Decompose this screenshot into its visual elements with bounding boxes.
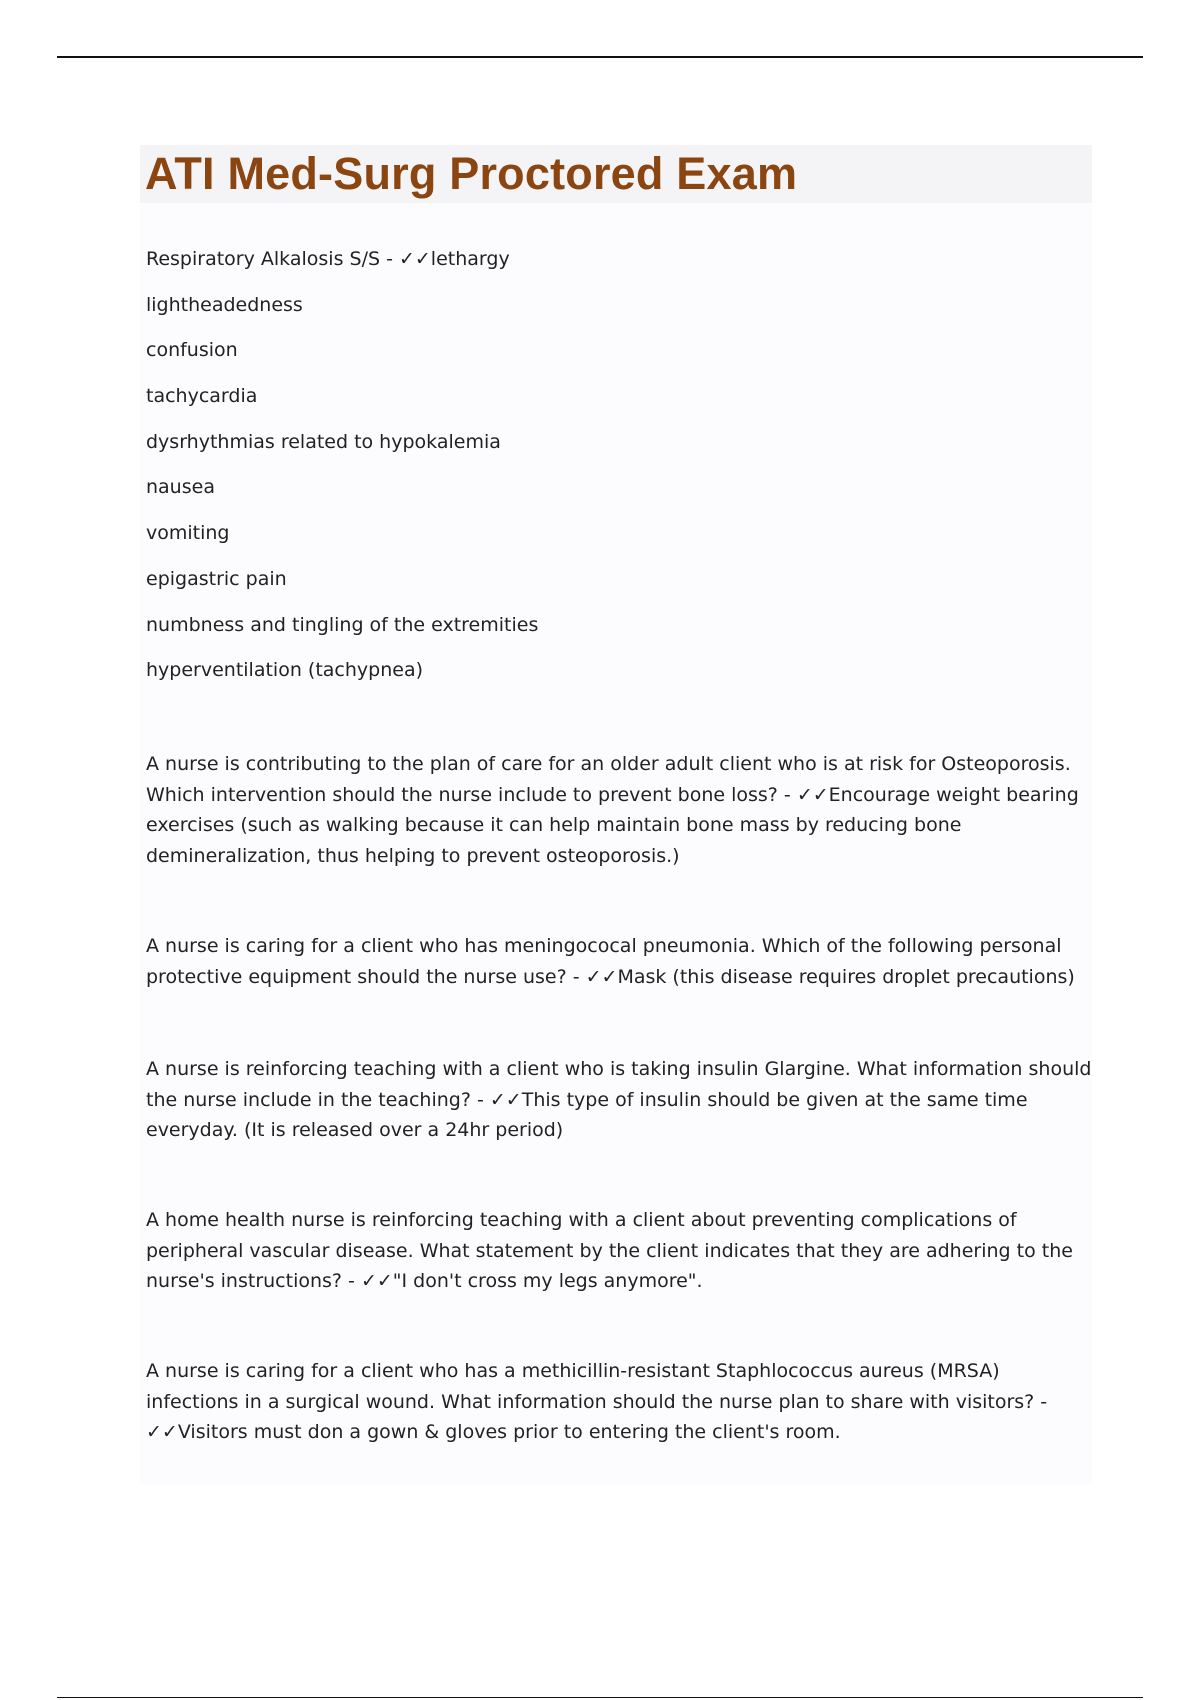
- question-text: A nurse is contributing to the plan of care for an older adult client who is at risk for Osteoporosis. Which intervention should the nurse include to prevent bone loss? -: [146, 753, 1071, 806]
- qa-item-pvd: [146, 1205, 1096, 1297]
- bottom-rule: [57, 1697, 1143, 1698]
- question-text: A nurse is caring for a client who has a methicillin-resistant Staphlococcus aureus (MRSA) infections in a surgical wound. What information should the nurse plan to share with visitors? -: [146, 1360, 1048, 1413]
- list-item: epigastric pain: [146, 567, 287, 590]
- list-item: tachycardia: [146, 385, 258, 408]
- list-item: dysrhythmias related to hypokalemia: [146, 430, 501, 453]
- question-text: A nurse is reinforcing teaching with a client who is taking insulin Glargine. What information should the nurse include in the teaching? -: [146, 1058, 1092, 1111]
- answer-text: ✓✓Encourage weight bearing exercises (such as walking because it can help maintain bone mass by reducing bone demineralization, thus helping to prevent osteoporosis.): [146, 783, 1079, 867]
- qa-item-ppe: [146, 931, 1096, 992]
- first-item-list: [146, 248, 538, 705]
- qa-item-mrsa: [146, 1356, 1096, 1448]
- list-item: vomiting: [146, 522, 230, 545]
- list-item: numbness and tingling of the extremities: [146, 613, 539, 636]
- qa-item-osteoporosis: [146, 749, 1096, 871]
- list-item: hyperventilation (tachypnea): [146, 659, 423, 682]
- question-text: A nurse is caring for a client who has meningococal pneumonia. Which of the following personal protective equipment should the nurse use? -: [146, 935, 1062, 988]
- question-text: A home health nurse is reinforcing teaching with a client about preventing complications of peripheral vascular disease. What statement by the client indicates that they are adhering to the nurse's instructions? -: [146, 1209, 1073, 1292]
- list-item: Respiratory Alkalosis S/S - ✓✓lethargy: [146, 248, 510, 270]
- answer-text: ✓✓Mask (this disease requires droplet precautions): [585, 965, 1075, 988]
- qa-item-insulin: [146, 1054, 1096, 1146]
- answer-text: ✓✓Visitors must don a gown & gloves prior to entering the client's room.: [146, 1421, 841, 1443]
- list-item: lightheadedness: [146, 293, 303, 316]
- top-rule: [57, 56, 1143, 58]
- answer-text: ✓✓This type of insulin should be given at the same time everyday. (It is released over a 24hr period): [146, 1088, 1028, 1141]
- answer-text: ✓✓"I don't cross my legs anymore".: [360, 1270, 703, 1292]
- document-title: ATI Med-Surg Proctored Exam: [145, 148, 798, 199]
- list-item: nausea: [146, 476, 215, 499]
- list-item: confusion: [146, 339, 238, 362]
